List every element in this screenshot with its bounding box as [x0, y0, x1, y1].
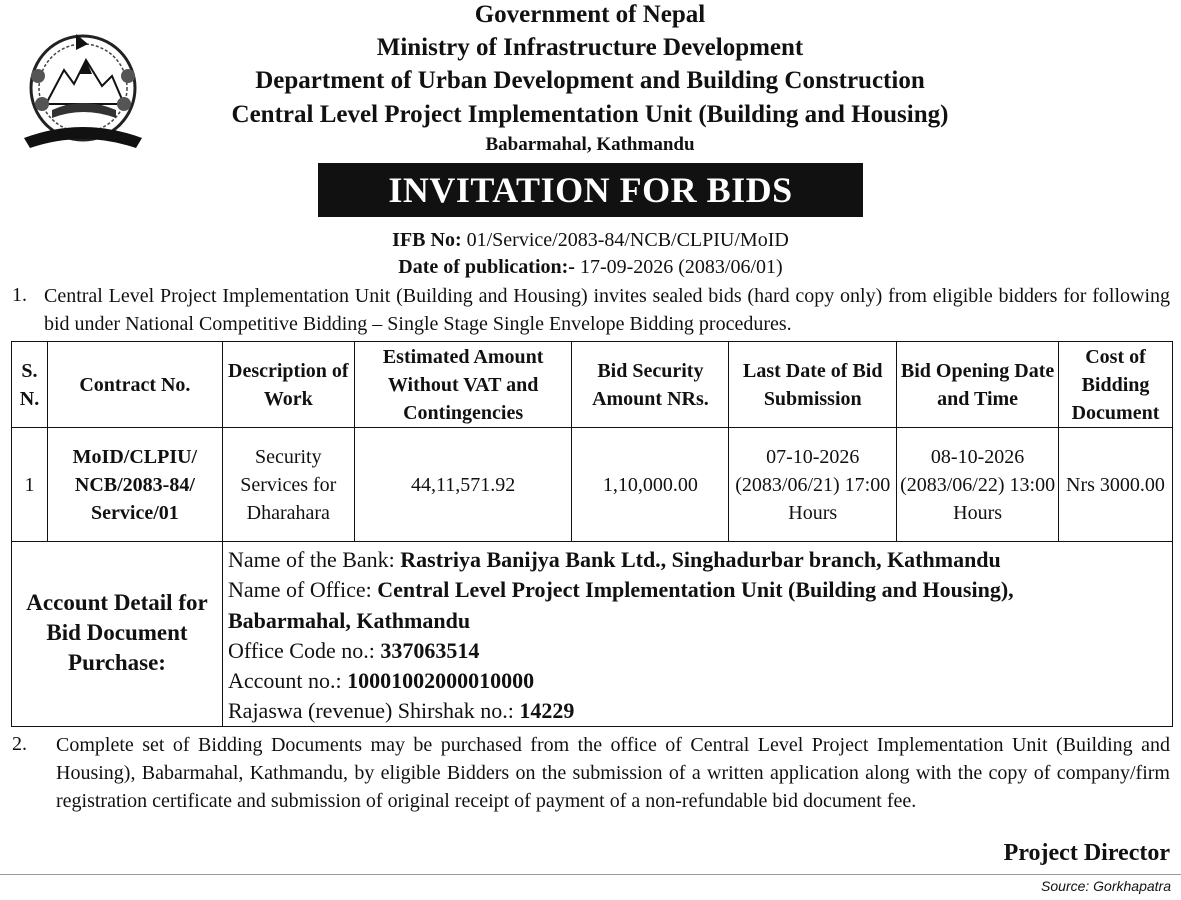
header-sn: S. N.	[12, 342, 48, 428]
account-number-line	[228, 666, 1014, 696]
header-address: Babarmahal, Kathmandu	[485, 134, 695, 155]
ifb-number-value: 01/Service/2083-84/NCB/CLPIU/MoID	[466, 229, 789, 251]
cell-bid-security: 1,10,000.00	[572, 428, 729, 542]
office-code-line	[228, 636, 1014, 666]
office-name-value: Central Level Project Implementation Unit (Building and Housing),	[377, 577, 1014, 603]
para1-text: Central Level Project Implementation Unit (Building and Housing) invites sealed bids (hard copy only) from eligible bidders for following bid under National Competitive Bidding – Single Stage Single Envelope Bidding procedures.	[44, 285, 1170, 335]
para1-number: 1.	[12, 284, 27, 306]
office-name-label: Name of Office:	[228, 577, 378, 603]
publication-date-label: Date of publication:-	[398, 256, 575, 278]
cell-document-cost: Nrs 3000.00	[1059, 428, 1173, 542]
signature-project-director: Project Director	[1003, 840, 1170, 866]
ifb-number	[0, 229, 1181, 252]
header-document-cost: Cost of Bidding Document	[1059, 342, 1173, 428]
office-code-value: 337063514	[380, 637, 480, 663]
table-header-row	[12, 342, 1173, 428]
office-code-label: Office Code no.:	[228, 637, 381, 663]
cell-sn: 1	[12, 428, 48, 542]
publication-date	[0, 256, 1181, 279]
invitation-banner: INVITATION FOR BIDS	[318, 163, 863, 217]
para2-text: Complete set of Bidding Documents may be purchased from the office of Central Level Project Implementation Unit (Building and Housing), Babarmahal, Kathmandu, by eligible Bidders on the submission of a written application along with the copy of company/firm registration certificate and submission of original receipt of payment of a non-refundable bid document fee.	[56, 734, 1170, 812]
header-ministry: Ministry of Infrastructure Development	[376, 34, 804, 61]
bank-name-label: Name of the Bank:	[228, 547, 401, 572]
cell-contract-no: MoID/CLPIU/ NCB/2083-84/ Service/01	[47, 428, 222, 542]
bank-name-value: Rastriya Banijya Bank Ltd., Singhadurbar branch, Kathmandu	[400, 547, 1001, 572]
account-number-value: 10001002000010000	[347, 668, 535, 694]
header-last-date: Last Date of Bid Submission	[729, 342, 897, 428]
cell-opening-date: 08-10-2026 (2083/06/22) 13:00 Hours	[897, 428, 1059, 542]
account-number-label: Account no.:	[228, 668, 348, 694]
account-detail-title: Account Detail for Bid Document Purchase:	[12, 540, 223, 726]
header-opening-date: Bid Opening Date and Time	[897, 342, 1059, 428]
cell-estimated-amount: 44,11,571.92	[354, 428, 572, 542]
revenue-heading-value: 14229	[519, 698, 575, 724]
publication-date-value: 17-09-2026 (2083/06/01)	[579, 256, 783, 278]
header-department: Department of Urban Development and Building Construction	[255, 67, 925, 94]
header-government: Government of Nepal	[474, 1, 706, 28]
header-unit: Central Level Project Implementation Unit (Building and Housing)	[231, 101, 949, 128]
header-estimated-amount: Estimated Amount Without VAT and Contingencies	[354, 342, 572, 428]
para2-number: 2.	[12, 733, 27, 755]
office-name-line	[228, 575, 1014, 605]
svg-text:— — — —: — — — —	[60, 137, 106, 147]
revenue-heading-line	[228, 696, 1014, 726]
government-emblem-icon	[16, 26, 150, 154]
account-detail-box	[11, 540, 1173, 727]
office-name-value2: Babarmahal, Kathmandu	[228, 607, 471, 633]
cell-description: Security Services for Dharahara	[222, 428, 354, 542]
bank-name-line	[228, 545, 1014, 575]
bid-table	[11, 341, 1173, 542]
cell-last-date: 07-10-2026 (2083/06/21) 17:00 Hours	[729, 428, 897, 542]
source-credit: Source: Gorkhapatra	[1041, 878, 1171, 894]
header-contract-no: Contract No.	[47, 342, 222, 428]
table-row	[12, 428, 1173, 542]
revenue-heading-label: Rajaswa (revenue) Shirshak no.:	[228, 698, 520, 724]
bottom-divider	[0, 874, 1181, 875]
ifb-number-label: IFB No:	[392, 229, 462, 251]
office-name-line2	[228, 606, 1014, 636]
header-bid-security: Bid Security Amount NRs.	[572, 342, 729, 428]
account-detail-info	[228, 545, 1014, 727]
header-description: Description of Work	[222, 342, 354, 428]
